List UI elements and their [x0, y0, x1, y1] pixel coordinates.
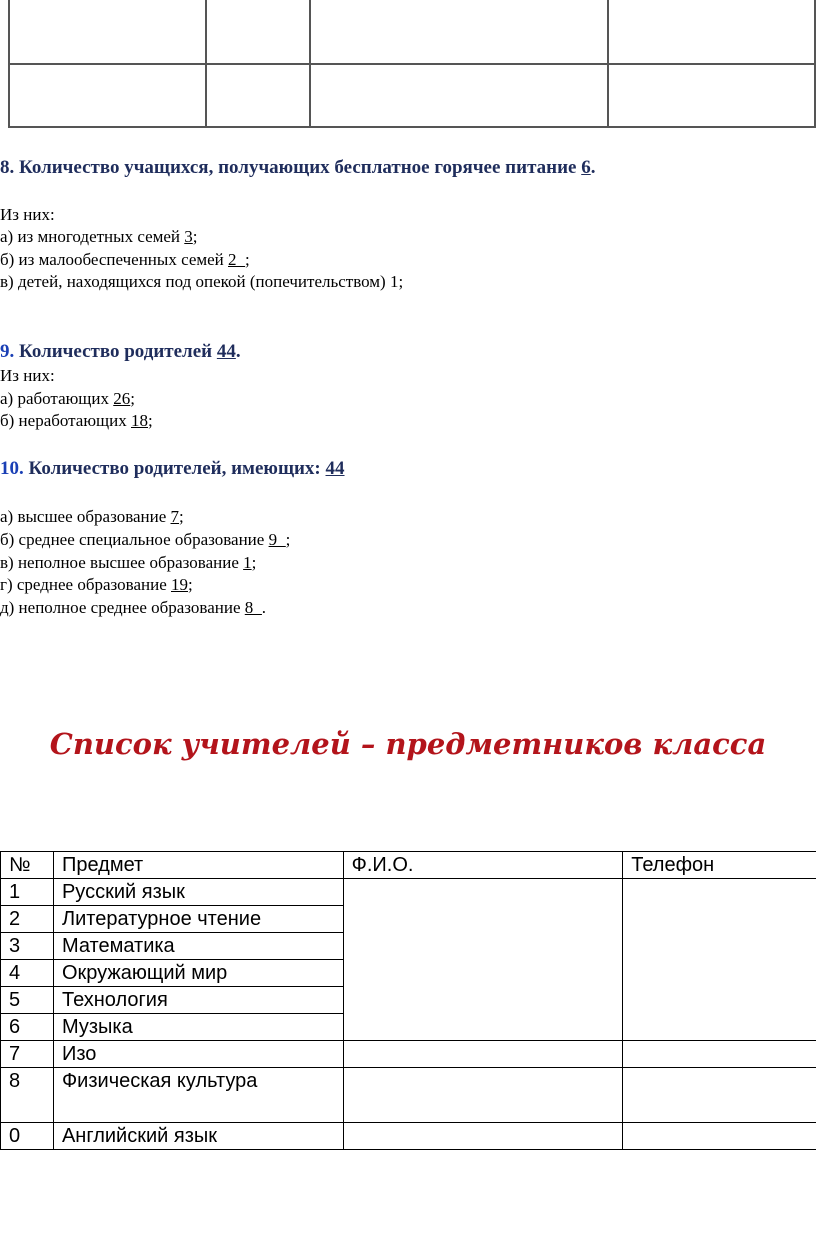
- section-9-item: б) неработающих 18;: [0, 411, 153, 430]
- section-10-title: 10. Количество родителей, имеющих: 44: [0, 458, 345, 479]
- section-8-title: 8. Количество учащихся, получающих бесплатное горячее питание 6.: [0, 157, 596, 178]
- table-row: 4 Окружающий мир: [1, 960, 816, 987]
- section-10-item: в) неполное высшее образование 1;: [0, 553, 257, 572]
- table-row: 8 Физическая культура: [1, 1068, 816, 1123]
- section-8-item: в) детей, находящихся под опекой (попечительством) 1;: [0, 272, 404, 291]
- table-row: 3 Математика: [1, 933, 816, 960]
- table-row: 2 Литературное чтение: [1, 906, 816, 933]
- phone-cell: [623, 1041, 816, 1068]
- section-10-item: б) среднее специальное образование 9_;: [0, 530, 291, 549]
- header-name: Ф.И.О.: [343, 852, 623, 879]
- teachers-list-heading: Список учителей – предметников класса: [49, 727, 767, 761]
- table-row: 6 Музыка: [1, 1014, 816, 1041]
- name-cell: [343, 1068, 623, 1123]
- phone-cell: [623, 1068, 816, 1123]
- section-8-intro: Из них:: [0, 205, 55, 224]
- name-cell: [343, 1041, 623, 1068]
- header-phone: Телефон: [623, 852, 816, 879]
- teachers-table: [0, 851, 816, 1150]
- header-subject: Предмет: [53, 852, 343, 879]
- table-row: 1 Русский язык: [1, 879, 816, 906]
- header-number: №: [1, 852, 54, 879]
- name-cell: [343, 879, 623, 1041]
- section-10-item: а) высшее образование 7;: [0, 507, 184, 526]
- section-8-item: а) из многодетных семей 3;: [0, 227, 198, 246]
- table-row: 0 Английский язык: [1, 1123, 816, 1150]
- phone-cell: [623, 1123, 816, 1150]
- section-8-item: б) из малообеспеченных семей 2_;: [0, 250, 250, 269]
- phone-cell: [623, 879, 816, 1041]
- name-cell: [343, 1123, 623, 1150]
- section-9-item: а) работающих 26;: [0, 389, 135, 408]
- table-row: 7 Изо: [1, 1041, 816, 1068]
- top-table-fragment: [8, 0, 816, 128]
- section-10-item: г) среднее образование 19;: [0, 575, 193, 594]
- section-9-title: 9. Количество родителей 44.: [0, 341, 241, 362]
- section-9-intro: Из них:: [0, 366, 55, 385]
- table-row: 5 Технология: [1, 987, 816, 1014]
- table-header-row: [1, 852, 816, 879]
- section-10-item: д) неполное среднее образование 8_.: [0, 598, 267, 617]
